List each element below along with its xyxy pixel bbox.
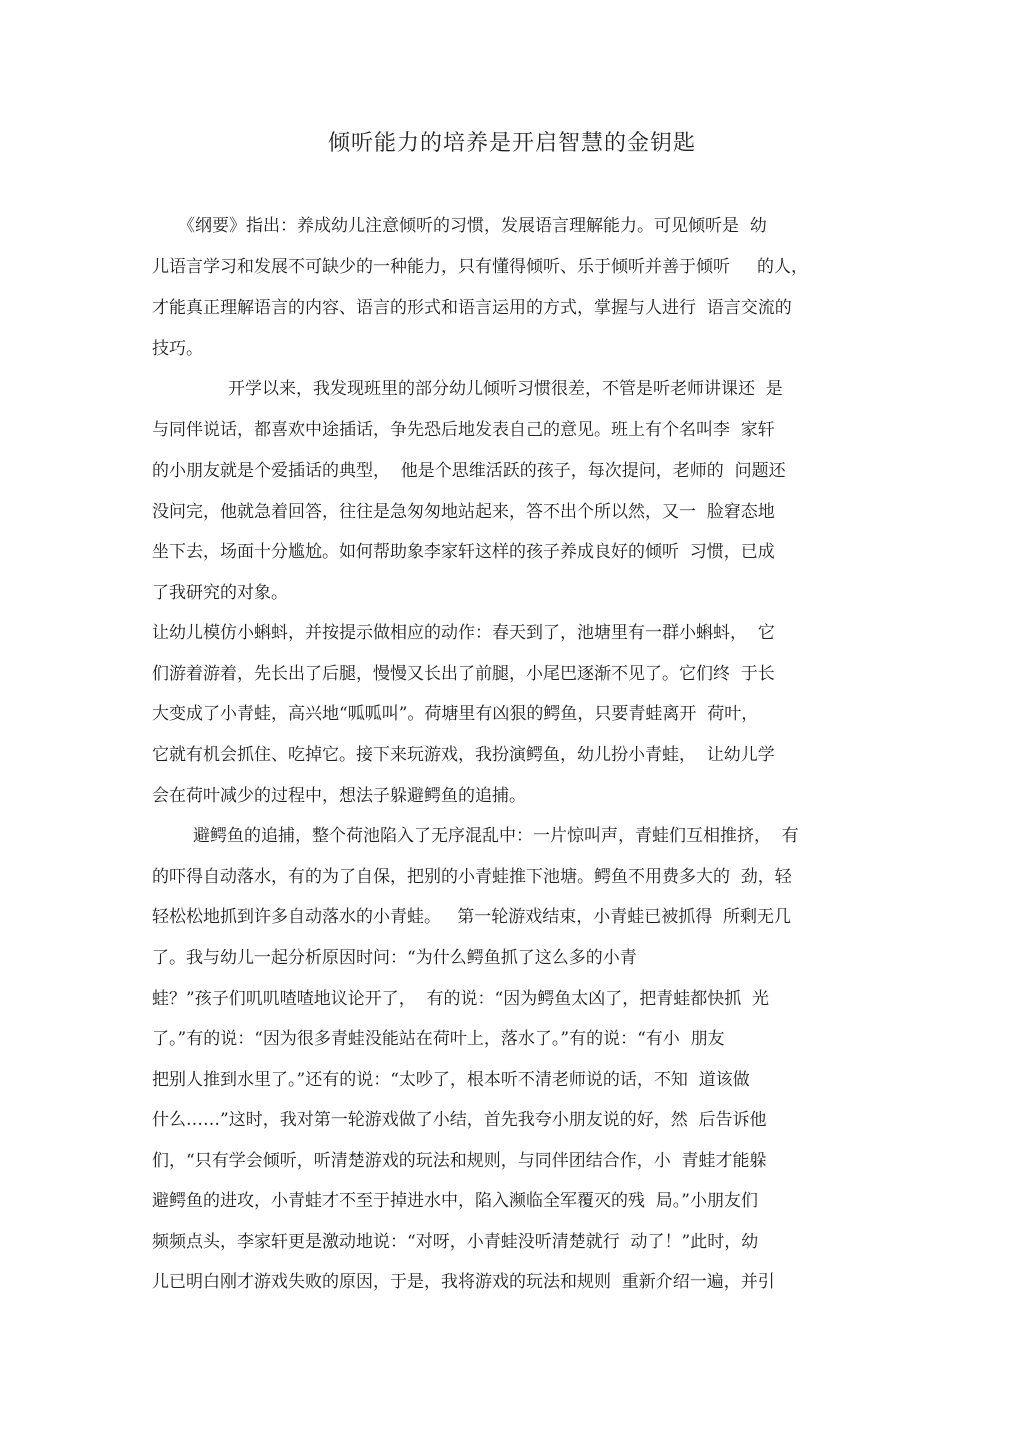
text-line: 开学以来，我发现班里的部分幼儿倾听习惯很差，不管是听老师讲课还 是 (228, 379, 783, 399)
text-line: 让幼儿模仿小蝌蚪，并按提示做相应的动作：春天到了，池塘里有一群小蝌蚪， 它 (152, 623, 775, 643)
text-line: 会在荷叶减少的过程中，想法子躲避鳄鱼的追捕。 (152, 786, 526, 806)
text-line: 大变成了小青蛙，高兴地“呱呱叫”。荷塘里有凶狠的鳄鱼，只要青蛙离开 荷叶， (152, 704, 759, 724)
text-line: 了我研究的对象。 (152, 583, 288, 603)
text-line: 儿已明白刚才游戏失败的原因，于是，我将游戏的玩法和规则 重新介绍一遍，并引 (152, 1272, 775, 1292)
text-line: 与同伴说话，都喜欢中途插话，争先恐后地发表自己的意见。班上有个名叫李 家轩 (152, 420, 775, 440)
text-line: 技巧。 (152, 339, 203, 359)
text-line: 们游着游着，先长出了后腿，慢慢又长出了前腿，小尾巴逐渐不见了。它们终 于长 (152, 664, 775, 684)
text-line: 的吓得自动落水，有的为了自保，把别的小青蛙推下池塘。鳄鱼不用费多大的 劲，轻 (152, 867, 792, 887)
text-line: 避鳄鱼的追捕，整个荷池陷入了无序混乱中：一片惊叫声，青蛙们互相推挤， 有 (193, 826, 799, 846)
text-line: 轻松松地抓到许多自动落水的小青蛙。 第一轮游戏结束，小青蛙已被抓得 所剩无几 (152, 907, 792, 927)
text-line: 避鳄鱼的进攻，小青蛙才不至于掉进水中，陷入濒临全军覆灭的残 局。”小朋友们 (152, 1191, 758, 1211)
text-line: 儿语言学习和发展不可缺少的一种能力，只有懂得倾听、乐于倾听并善于倾听 的人， (152, 257, 809, 277)
text-line: 蛙？”孩子们叽叽喳喳地议论开了， 有的说：“因为鳄鱼太凶了，把青蛙都快抓 光 (152, 989, 769, 1009)
text-line: 坐下去，场面十分尴尬。如何帮助象李家轩这样的孩子养成良好的倾听 习惯，已成 (152, 542, 775, 562)
text-line: 的小朋友就是个爱插话的典型， 他是个思维活跃的孩子，每次提问，老师的 问题还 (152, 461, 786, 481)
text-line: 没问完，他就急着回答，往往是急匆匆地站起来，答不出个所以然，又一 脸窘态地 (152, 502, 775, 522)
document-title: 倾听能力的培养是开启智慧的金钥匙 (327, 131, 696, 156)
text-line: 们，“只有学会倾听，听清楚游戏的玩法和规则，与同伴团结合作，小 青蛙才能躲 (152, 1151, 767, 1171)
text-line: 《纲要》指出：养成幼儿注意倾听的习惯，发展语言理解能力。可见倾听是 幼 (178, 216, 767, 236)
text-line: 了。我与幼儿一起分析原因时问：“为什么鳄鱼抓了这么多的小青 (152, 948, 637, 968)
text-line: 频频点头，李家轩更是激动地说：“对呀，小青蛙没听清楚就行 动了！”此时，幼 (152, 1232, 759, 1252)
text-line: 什么……”这时，我对第一轮游戏做了小结，首先我夸小朋友说的好，然 后告诉他 (152, 1110, 767, 1130)
text-line: 它就有机会抓住、吃掉它。接下来玩游戏，我扮演鳄鱼，幼儿扮小青蛙， 让幼儿学 (152, 745, 775, 765)
text-line: 才能真正理解语言的内容、语言的形式和语言运用的方式，掌握与人进行 语言交流的 (152, 298, 792, 318)
text-line: 把别人推到水里了。”还有的说：“太吵了，根本听不清老师说的话，不知 道该做 (152, 1070, 750, 1090)
text-line: 了。”有的说：“因为很多青蛙没能站在荷叶上，落水了。”有的说：“有小 朋友 (152, 1029, 725, 1049)
